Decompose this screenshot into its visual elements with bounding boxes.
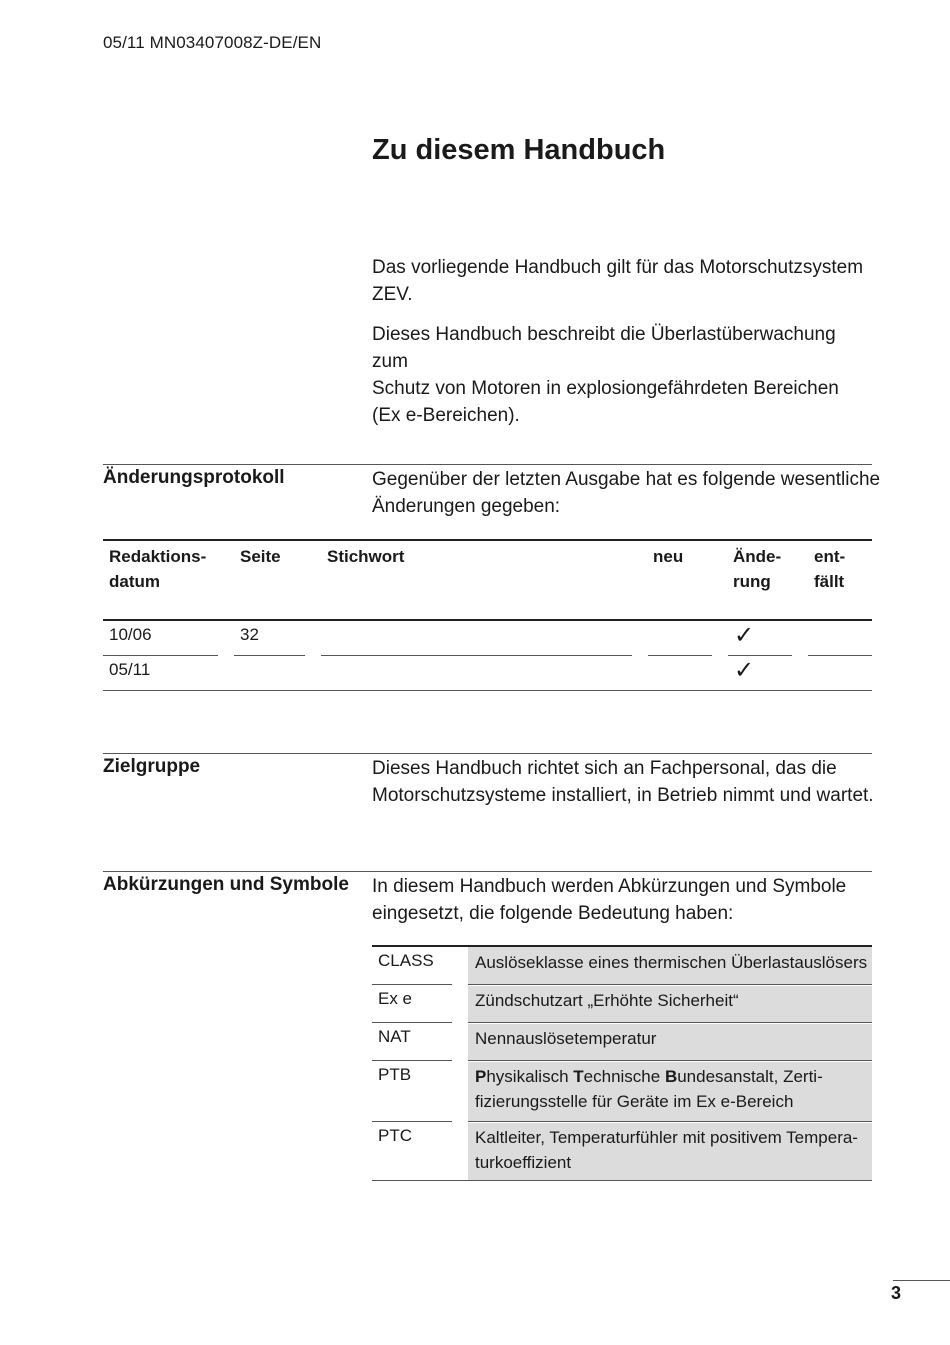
checkmark-icon: ✓ xyxy=(734,621,755,649)
table-top-rule xyxy=(103,539,872,541)
bold-initial: B xyxy=(664,1067,678,1086)
column-header-date xyxy=(109,544,206,594)
description-line xyxy=(475,1064,870,1089)
row-rule xyxy=(372,984,452,985)
changelog-table xyxy=(103,539,872,692)
table-bottom-rule xyxy=(103,690,872,691)
row-rule xyxy=(372,1022,452,1023)
description-fragment: undesanstalt, Zerti- xyxy=(677,1067,823,1086)
abbreviations-text xyxy=(372,873,877,927)
bold-initial: T xyxy=(573,1067,584,1086)
header-line: Ände- xyxy=(733,547,782,566)
header-line: fällt xyxy=(814,572,845,591)
description-line: turkoeffizient xyxy=(475,1153,572,1172)
abbreviation-description xyxy=(475,1125,870,1175)
table-cell-date: 10/06 xyxy=(109,625,152,644)
abbreviation-description xyxy=(475,1026,870,1051)
row-rule xyxy=(808,655,872,656)
abbreviation-description xyxy=(475,988,870,1013)
intro-line: Das vorliegende Handbuch gilt für das Motorschutzsystem xyxy=(372,257,864,278)
row-rule xyxy=(321,655,632,656)
row-rule xyxy=(372,1060,452,1061)
description-line: Nennauslösetemperatur xyxy=(475,1029,657,1048)
row-rule xyxy=(234,655,305,656)
section-divider xyxy=(103,753,872,754)
changelog-text-line: Gegenüber der letzten Ausgabe hat es folgende wesentliche xyxy=(372,469,881,490)
header-line: ent- xyxy=(814,547,846,566)
audience-text xyxy=(372,755,877,809)
changelog-text xyxy=(372,466,881,520)
row-rule xyxy=(372,1121,452,1122)
audience-text-line: Dieses Handbuch richtet sich an Fachpersonal, das die xyxy=(372,758,837,779)
abbreviation-key: Ex e xyxy=(378,989,413,1008)
header-line: Redaktions- xyxy=(109,547,207,566)
row-rule xyxy=(468,1121,872,1122)
intro-line: (Ex e-Bereichen). xyxy=(372,405,520,426)
abbreviations-table xyxy=(372,945,872,1182)
abbreviations-text-line: eingesetzt, die folgende Bedeutung haben: xyxy=(372,903,734,924)
page-title: Zu diesem Handbuch xyxy=(372,134,666,166)
description-line: fizierungsstelle für Geräte im Ex e-Bereich xyxy=(475,1092,794,1111)
changelog-label: Änderungsprotokoll xyxy=(103,467,285,488)
intro-section xyxy=(372,254,872,442)
page-number: 3 xyxy=(891,1283,902,1303)
section-divider xyxy=(103,871,872,872)
header-line: rung xyxy=(733,572,771,591)
intro-line: ZEV. xyxy=(372,284,413,305)
table-top-rule xyxy=(372,945,872,947)
row-rule xyxy=(648,655,712,656)
header-line: datum xyxy=(109,572,160,591)
intro-paragraph-2 xyxy=(372,321,872,429)
row-rule xyxy=(103,655,218,656)
audience-label: Zielgruppe xyxy=(103,756,201,777)
page-number-rule xyxy=(893,1280,950,1281)
audience-text-line: Motorschutzsysteme installiert, in Betrieb nimmt und wartet. xyxy=(372,785,874,806)
section-divider xyxy=(103,464,872,465)
abbreviation-description xyxy=(475,1064,870,1114)
description-fragment: hysikalisch xyxy=(486,1067,574,1086)
column-header-new: neu xyxy=(653,547,684,566)
description-line: Zündschutzart „Erhöhte Sicherheit“ xyxy=(475,991,739,1010)
table-cell-page: 32 xyxy=(240,625,259,644)
abbreviation-description xyxy=(475,950,870,975)
abbreviation-key: PTC xyxy=(378,1126,412,1145)
column-header-removed xyxy=(814,544,845,594)
description-line: Kaltleiter, Temperaturfühler mit positivem Tempera- xyxy=(475,1128,858,1147)
document-code: 05/11 MN03407008Z-DE/EN xyxy=(103,33,322,52)
abbreviation-key: PTB xyxy=(378,1065,412,1084)
column-header-keyword: Stichwort xyxy=(327,547,405,566)
table-header-rule xyxy=(103,619,872,621)
description-fragment: echnische xyxy=(583,1067,665,1086)
table-cell-date: 05/11 xyxy=(109,660,151,679)
abbreviation-key: NAT xyxy=(378,1027,411,1046)
row-rule xyxy=(468,1022,872,1023)
column-header-page: Seite xyxy=(240,547,281,566)
intro-line: Dieses Handbuch beschreibt die Überlastüberwachung zum xyxy=(372,324,836,372)
description-line: Auslöseklasse eines thermischen Überlastauslösers xyxy=(475,953,868,972)
abbreviation-key: CLASS xyxy=(378,951,434,970)
intro-line: Schutz von Motoren in explosiongefährdeten Bereichen xyxy=(372,378,839,399)
changelog-text-line: Änderungen gegeben: xyxy=(372,496,561,517)
row-rule xyxy=(468,984,872,985)
abbreviations-text-line: In diesem Handbuch werden Abkürzungen und Symbole xyxy=(372,876,847,897)
row-rule xyxy=(468,1060,872,1061)
checkmark-icon: ✓ xyxy=(734,656,755,684)
intro-paragraph-1 xyxy=(372,254,872,308)
table-bottom-rule xyxy=(372,1180,872,1181)
bold-initial: P xyxy=(475,1067,487,1086)
column-header-change xyxy=(733,544,781,594)
abbreviations-label: Abkürzungen und Symbole xyxy=(103,874,349,895)
